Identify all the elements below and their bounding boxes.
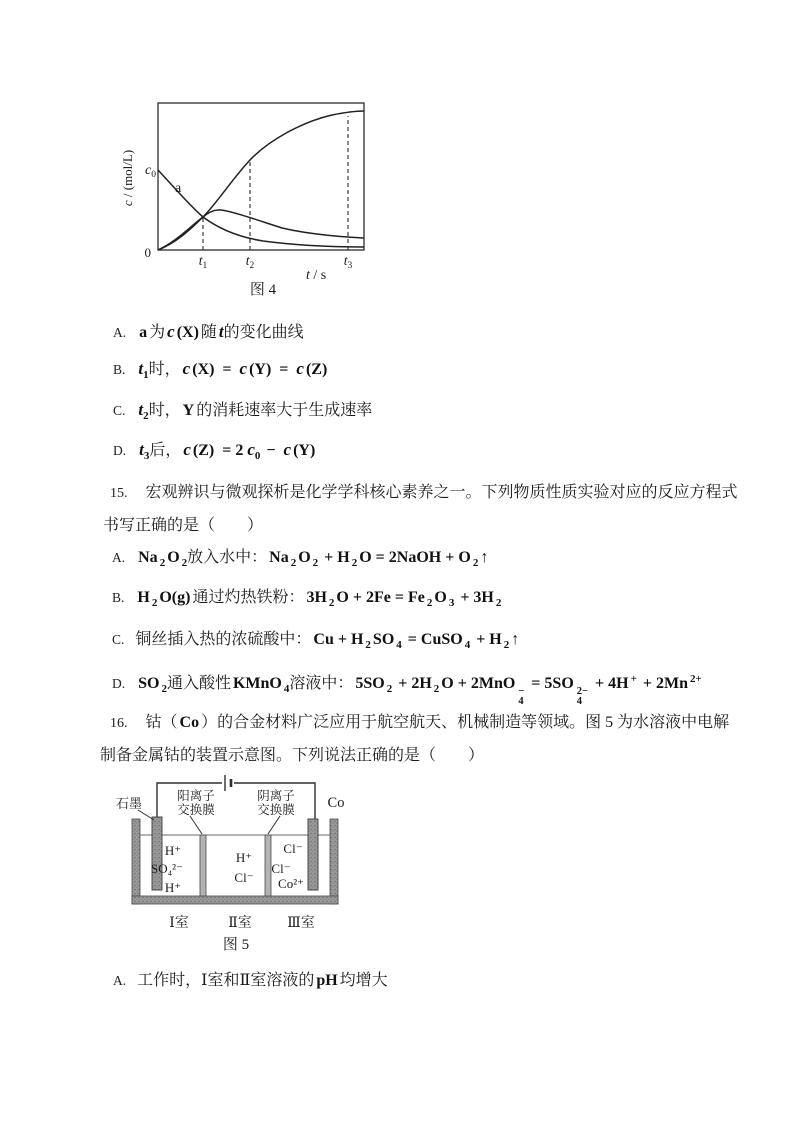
fig5-chamber3-label: Ⅲ室 [287,916,315,931]
fig5-ion-c2-cl: Cl⁻ [234,870,254,885]
fig5-tank-wall-right [330,819,338,904]
fig4-c0-label: $c_0$ [145,163,156,180]
fig4-y-axis-label: c / (mol/L) [120,149,135,207]
fig5-ion-c3-cl2: Cl⁻ [271,861,291,876]
battery-icon [225,775,231,791]
q15-option-d: D. SO $_2$通入酸性 KMnO $_4$溶液中： 5SO $_2$ + 2H $_2$ O + 2MnO − 4 = 5SO 2− 4 + 4H + + 2Mn $^{2+}$ [112,673,702,707]
fig4-origin-label: 0 [144,245,151,260]
fig5-chamber2-label: Ⅱ室 [228,916,252,931]
q15-option-b: B. H $_2$ O(g) 通过灼热铁粉： 3H $_2$ O + 2Fe = Fe $_2$ O $_3$ + 3H $_2$ [112,589,502,609]
fig5-tank-bottom [132,896,338,904]
fig5-ion-c2-h: H⁺ [235,850,253,865]
q16-stem-line2: 制备金属钴的装置示意图。下列说法正确的是（ ） [100,747,485,764]
fig5-anion-membrane-label-1: 阴离子 [257,789,295,803]
figure4-graph [116,90,386,302]
fig5-ion-c1-so4: SO₄²⁻ [151,861,183,876]
fig5-cation-membrane [200,835,206,896]
fig4-option-b: B. $t_1$时， c (X) = c (Y) = c (Z) [113,359,328,381]
fig5-ion-c1-h: H⁺ [164,843,182,858]
fig4-x-axis-label: t / s [306,268,327,283]
fig4-curves [158,111,364,250]
fig5-graphite-electrode [152,817,162,890]
fig5-cobalt-label: Co [327,795,345,811]
fig4-tick-t3: $t_3$ [343,253,353,271]
fig5-tank-wall-left [132,819,140,904]
fig5-anion-membrane-label-2: 交换膜 [257,803,295,817]
fig4-option-d: D. $t_3$后， c (Z) = 2 $c_0 - c$ (Y) [113,440,316,462]
fig5-cation-membrane-label-1: 阳离子 [177,789,215,803]
fig5-chamber1-label: Ⅰ室 [169,916,189,931]
fig4-curve-a-label: a [175,181,182,196]
fig5-graphite-label: 石墨 [115,796,143,811]
fig4-tick-t2: $t_2$ [245,253,255,271]
fig5-ion-c3-co: Co²⁺ [278,876,304,891]
fig5-ion-c1-h2: H⁺ [164,880,182,895]
fig4-option-a: A. a 为 c (X) 随 t的变化曲线 [113,322,304,341]
q15-option-c: C. 铜丝插入热的浓硫酸中： Cu + H $_2$ SO $_4$ = CuSO $_4$ + H $_2$ ↑ [112,631,520,651]
q16-stem-line1: 16. 钴（ Co ）的合金材料广泛应用于航空航天、机械制造等领域。图 5 为水溶液中电解 [110,714,730,731]
q15-stem-line1: 15. 宏观辨识与微观探析是化学学科核心素养之一。下列物质性质实验对应的反应方程式 [110,484,738,501]
q15-option-a: A. Na $_2$ O $_2$放入水中： Na $_2$ O $_2$ + H $_2$ O = 2NaOH + O $_2$ ↑ [112,549,489,569]
fig5-ion-c3-cl1: Cl⁻ [283,841,303,856]
fig5-caption: 图 5 [222,937,250,953]
fig4-tick-t1: $t_1$ [198,253,208,271]
q15-stem-line2: 书写正确的是（ ） [103,517,264,534]
fig4-option-c: C. $t_2$时， Y 的消耗速率大于生成速率 [113,400,373,422]
fig5-cation-membrane-label-2: 交换膜 [177,803,215,817]
fig5-cobalt-electrode [308,819,318,890]
q16-option-a: A. 工作时，Ⅰ室和Ⅱ室溶液的 pH 均增大 [113,972,388,989]
figure5-electrolysis-diagram [106,772,364,958]
fig4-caption: 图 4 [249,282,277,298]
fig5-anion-membrane [265,835,271,896]
